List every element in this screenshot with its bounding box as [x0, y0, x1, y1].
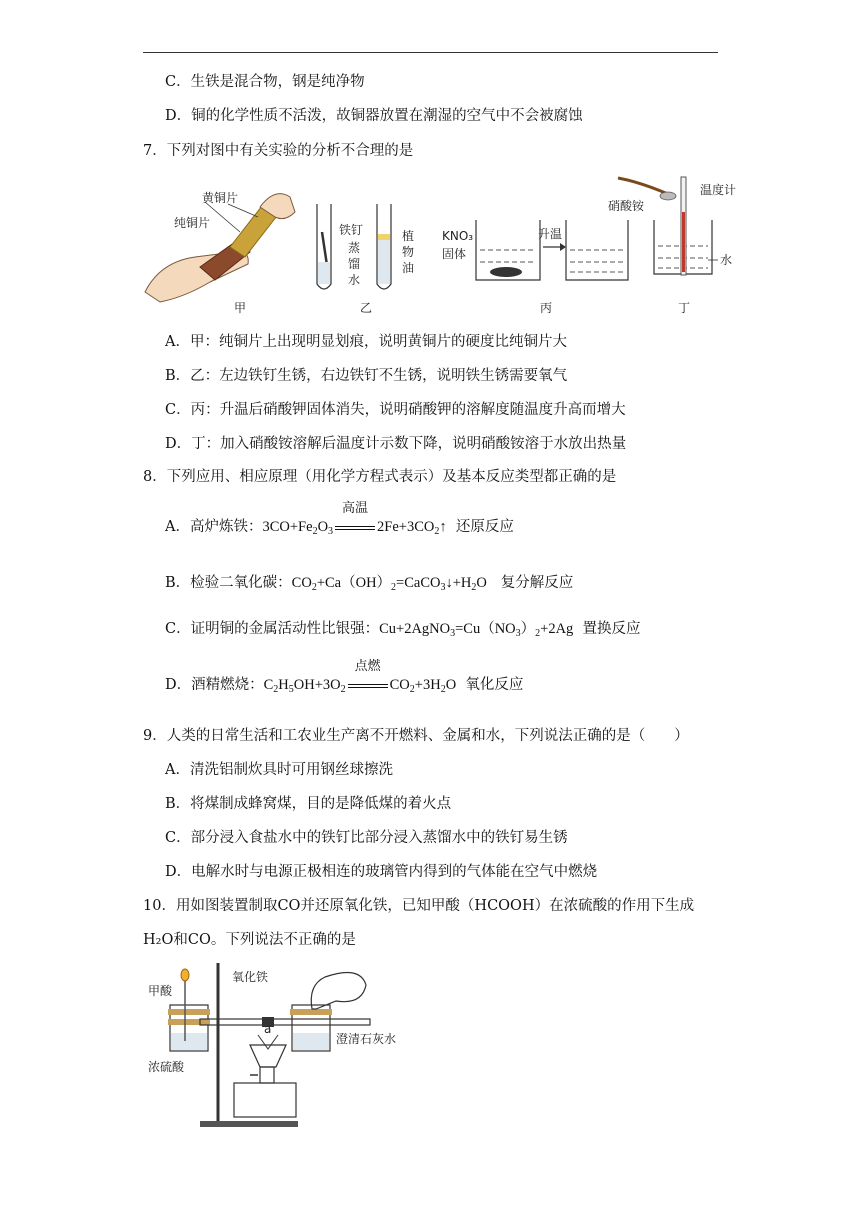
- label-limewater: 澄清石灰水: [336, 1032, 397, 1046]
- label-nail: 铁钉: [339, 223, 364, 237]
- q9-option-a[interactable]: A．清洗铝制炊具时可用钢丝球擦洗: [165, 762, 393, 778]
- q7-option-c[interactable]: C．丙：升温后硝酸钾固体消失，说明硝酸钾的溶解度随温度升高而增大: [165, 402, 626, 418]
- svg-text:蒸: 蒸: [348, 241, 361, 255]
- label-sulfuric-acid: 浓硫酸: [148, 1060, 185, 1074]
- q8-stem: 8．下列应用、相应原理（用化学方程式表示）及基本反应类型都正确的是: [143, 469, 617, 485]
- q9-option-b[interactable]: B．将煤制成蜂窝煤，目的是降低煤的着火点: [165, 796, 452, 812]
- label-bing: 丙: [540, 301, 553, 315]
- q9-option-c[interactable]: C．部分浸入食盐水中的铁钉比部分浸入蒸馏水中的铁钉易生锈: [165, 830, 568, 846]
- q8-option-c[interactable]: C．证明铜的金属活动性比银强：$Cu+2AgNO_3=Cu(NO_3)_2+2Ag$ 置换反应: [165, 621, 641, 639]
- label-a: a: [264, 1022, 272, 1036]
- q9-option-d[interactable]: D．电解水时与电源正极相连的玻璃管内得到的气体能在空气中燃烧: [165, 864, 598, 880]
- q7-experiment-figure: [140, 172, 780, 322]
- q8-option-a[interactable]: A．高炉炼铁：$3CO+Fe_2O_3$ 高温 $2Fe+3CO_2↑$ 还原反应: [165, 501, 514, 537]
- label-iron-oxide: 氧化铁: [232, 970, 269, 984]
- q8-option-d[interactable]: D．酒精燃烧：$C_2H_5OH+3O_2$ 点燃 $CO_2+3H_2O$ 氧化反应: [165, 659, 524, 695]
- svg-text:植: 植: [402, 229, 415, 243]
- jia-hands-figure: [145, 194, 295, 302]
- q10-stem-line1: 10．用如图装置制取CO并还原氧化铁，已知甲酸（HCOOH）在浓硫酸的作用下生成: [143, 898, 695, 914]
- label-ammonium-nitrate: 硝酸铵: [608, 199, 645, 213]
- svg-text:物: 物: [402, 245, 415, 259]
- q10-apparatus-figure: [140, 955, 440, 1135]
- q7-option-d[interactable]: D．丁：加入硝酸铵溶解后温度计示数下降，说明硝酸铵溶于水放出热量: [165, 436, 627, 452]
- q10-stem-line2: H₂O和CO。下列说法不正确的是: [143, 932, 356, 948]
- label-water: 水: [720, 253, 733, 267]
- label-copper: 纯铜片: [174, 216, 211, 230]
- label-kno3: KNO₃: [442, 229, 474, 243]
- header-rule: [143, 52, 718, 53]
- label-yi: 乙: [360, 301, 373, 315]
- q6-option-d[interactable]: D．铜的化学性质不活泼，故铜器放置在潮湿的空气中不会被腐蚀: [165, 108, 583, 124]
- label-solid: 固体: [442, 247, 467, 261]
- q7-option-a[interactable]: A．甲：纯铜片上出现明显划痕，说明黄铜片的硬度比纯铜片大: [165, 334, 567, 350]
- label-ding: 丁: [678, 301, 691, 315]
- label-heat: 升温: [538, 227, 563, 241]
- label-brass: 黄铜片: [202, 191, 239, 205]
- q7-option-b[interactable]: B．乙：左边铁钉生锈，右边铁钉不生锈，说明铁生锈需要氧气: [165, 368, 568, 384]
- svg-text:油: 油: [402, 261, 415, 275]
- q9-stem: 9．人类的日常生活和工农业生产离不开燃料、金属和水，下列说法正确的是（ ）: [143, 728, 689, 744]
- label-jia: 甲: [234, 301, 247, 315]
- svg-text:水: 水: [348, 273, 361, 287]
- q8-option-b[interactable]: B．检验二氧化碳：$CO_2+Ca(OH)_2=CaCO_3↓+H_2O$ 复分解反应: [165, 575, 574, 593]
- svg-text:馏: 馏: [348, 257, 361, 271]
- q6-option-c[interactable]: C．生铁是混合物，钢是纯净物: [165, 74, 365, 90]
- label-formic-acid: 甲酸: [148, 984, 173, 998]
- q7-stem: 7．下列对图中有关实验的分析不合理的是: [143, 143, 414, 159]
- label-thermometer: 温度计: [700, 183, 737, 197]
